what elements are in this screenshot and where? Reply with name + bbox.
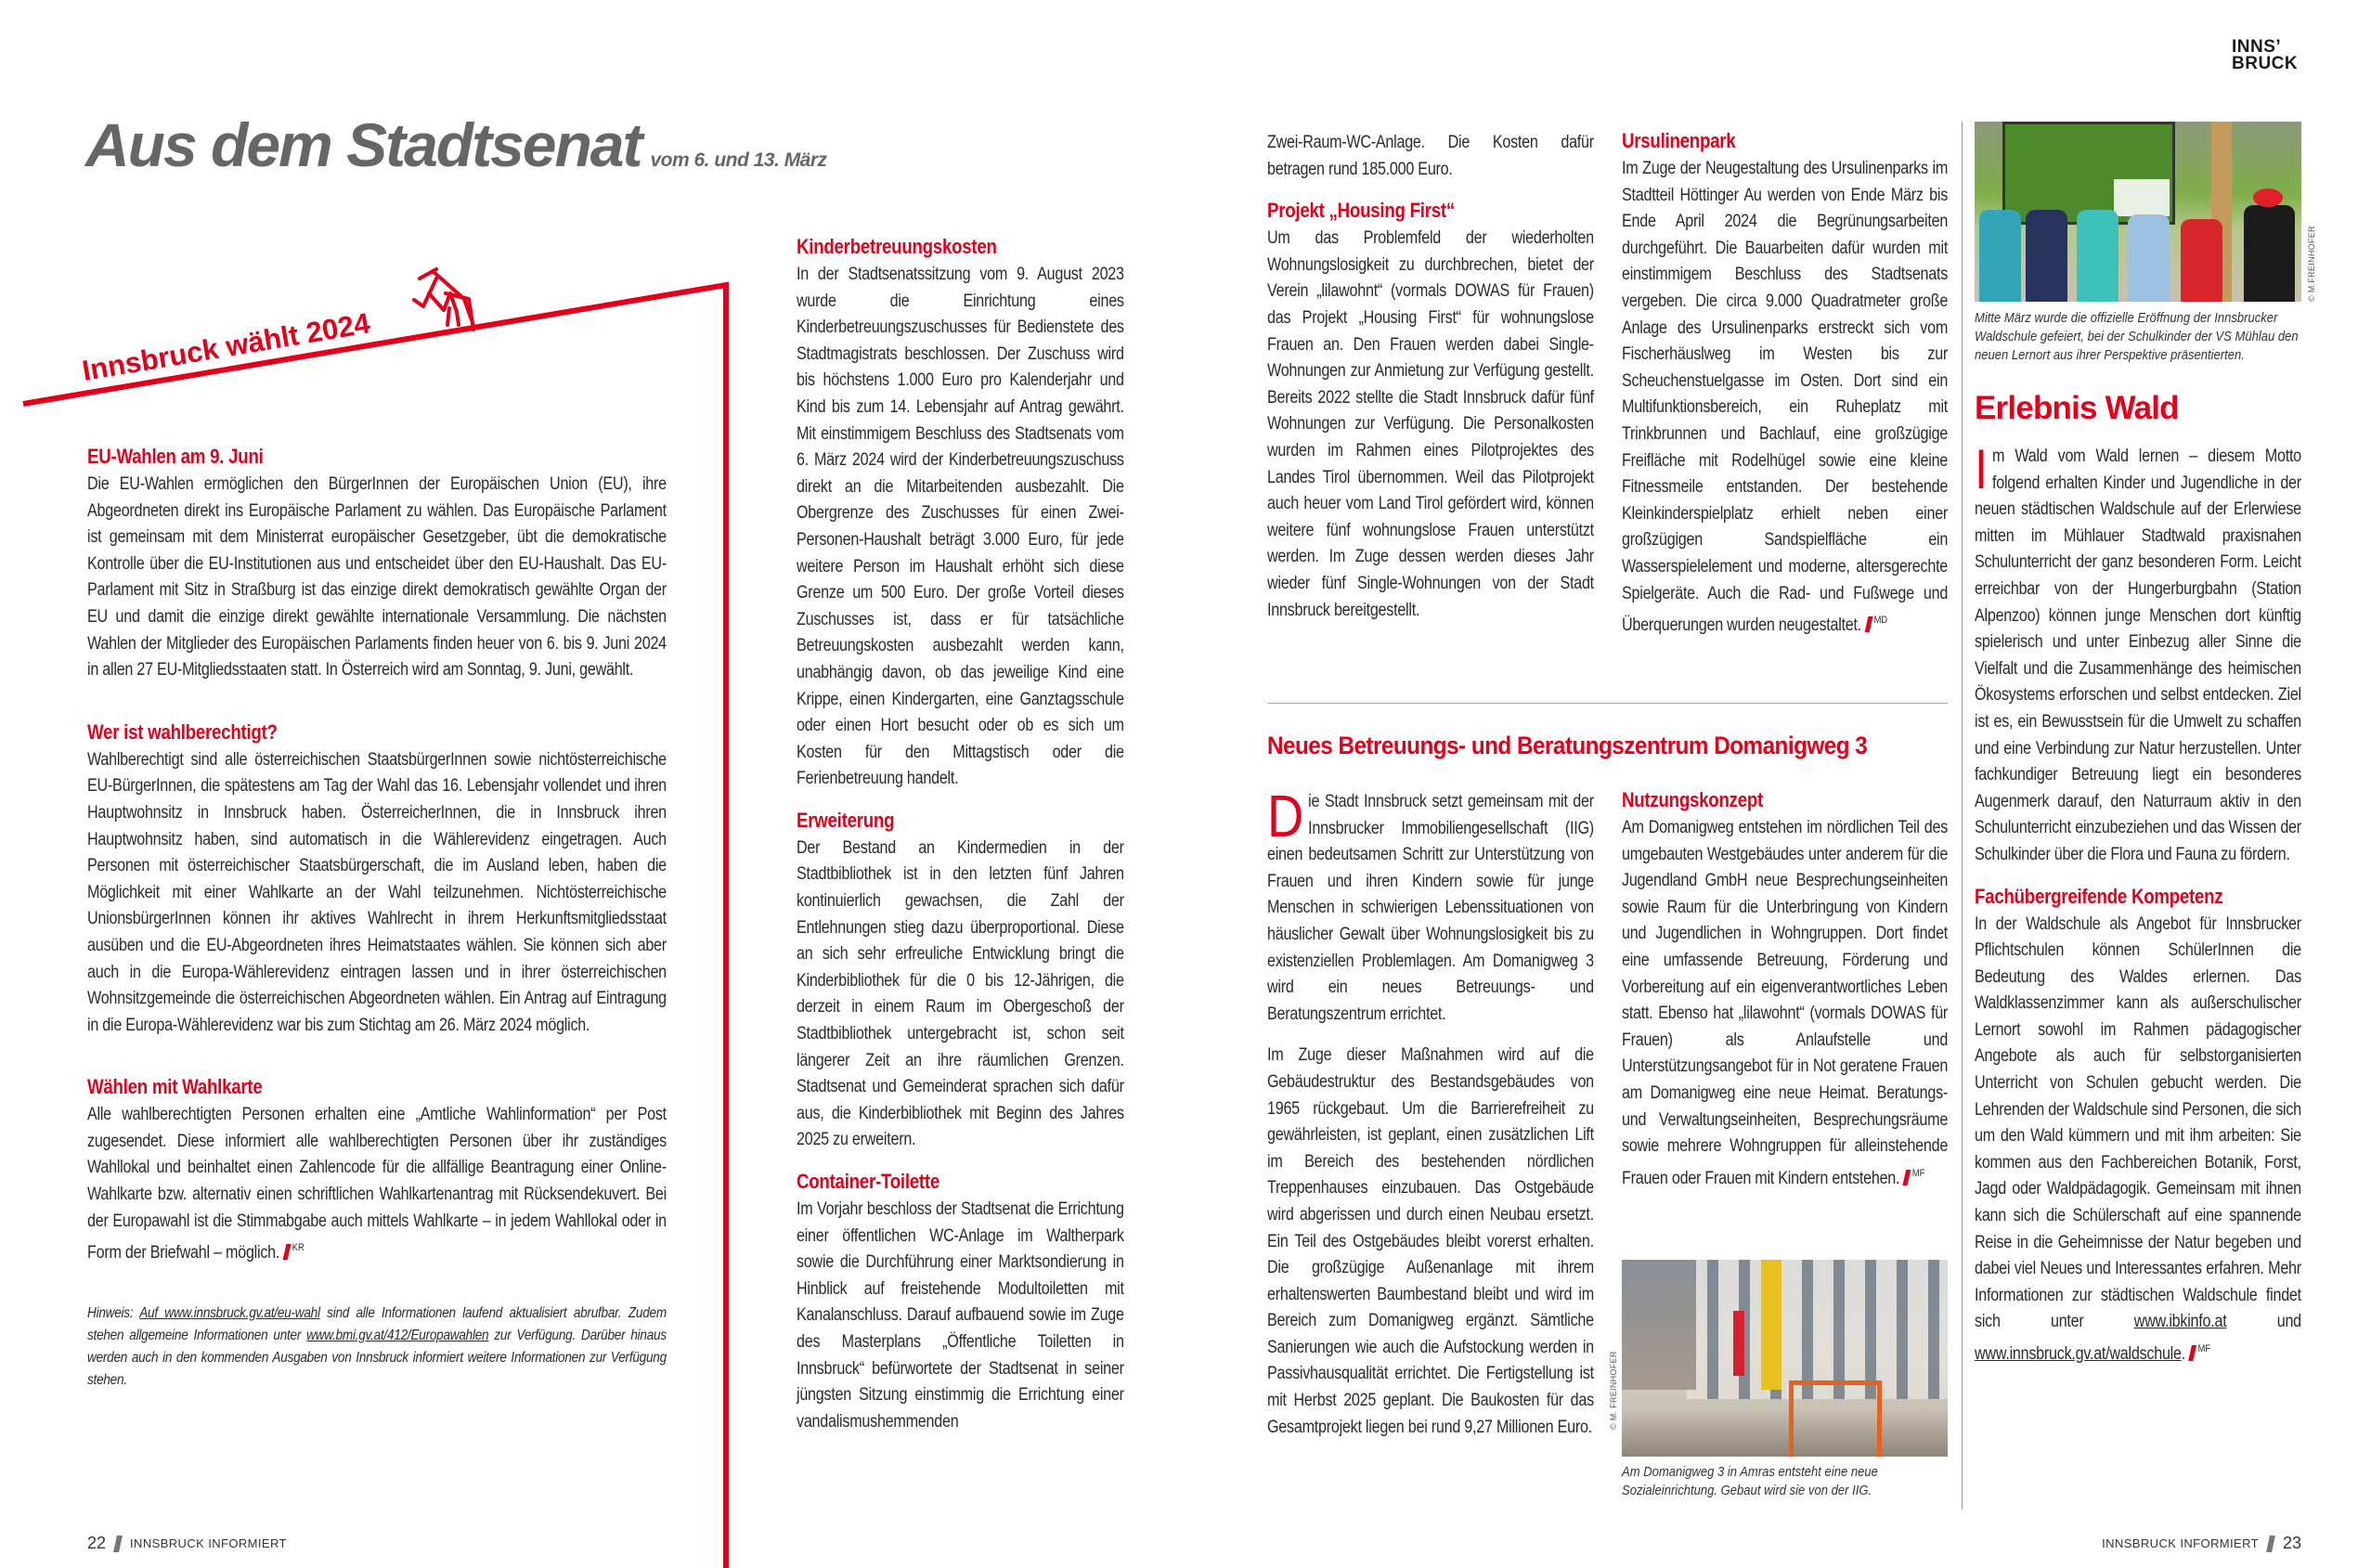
housing-first-text: Um das Problemfeld der wiederholten Wohnungslosigkeit zu durchbrechen, bietet der Verein „lilawohnt“ (vormals DOWAS für Frauen) das Projekt „Housing First“ für wohnungslose Frauen an. Den Frauen werden dabei Single-Wohnungen zur Anmietung zur Verfügung gestellt. Bereits 2022 stellte die Stadt Innsbruck dafür fünf Wohnungen zur Verfügung. Die Personalkosten wurden im Rahmen eines Pilotprojektes des Landes Tirol übernommen. Weil das Pilotprojekt auch heuer vom Land Tirol gefördert wird, können weitere fünf wohnungslose Frauen unterstützt werden. Im Zuge dessen werden dieses Jahr wieder fünf Single-Wohnungen von der Stadt Innsbruck bereitgestellt.: [1267, 228, 1594, 620]
link-joiner: und: [2226, 1312, 2301, 1332]
publication-name: INNSBRUCK INFORMIERT: [130, 1536, 287, 1550]
heading-housing-first: Projekt „Housing First“: [1267, 199, 1455, 223]
nutzungskonzept-text: [1622, 815, 1948, 1192]
footer-mark-icon: [2266, 1536, 2275, 1552]
nutzungskonzept-body: Am Domanigweg entstehen im nördlichen Teil des umgebauten Westgebäudes unter anderem für die Jugendland GmbH neue Besprechungseinheiten sowie Raum für die Unterbringung von Kindern und Jugendlichen in Wohngruppen. Dort findet eine umfassende Betreuung, Förderung und Vorbereitung auf ein eigenverantwortliches Leben statt. Ebenso hat „lilawohnt“ (vormals DOWAS für Frauen) als Anlaufstelle und Unterstützungsangebot für in Not geratene Frauen am Domanigweg eine neue Heimat. Beratungs- und Verwaltungseinheiten, Besprechungsräume sowie mehrere Wohngruppen für alleinstehende Frauen oder Frauen mit Kindern entstehen.: [1622, 818, 1949, 1188]
stadtsenat-column-2: [797, 234, 1124, 1450]
note-suffix: zur Verfügung. Darüber hinaus werden auch in den kommenden Ausgaben von Innsbruck informiert weitere Informationen zur Verfügung stehen.: [87, 1327, 667, 1388]
drop-cap: D: [1267, 783, 1304, 849]
domanigweg-text: Im Zuge dieser Maßnahmen wird auf die Gebäudestruktur des Bestandsgebäudes von 1965 rückgebaut. Um die Barrierefreiheit zu gewährleisten, ist geplant, einen zusätzlichen Lift im Bereich des bestehenden nördlichen Treppenhauses einzubauen. Das Ostgebäude wird abgerissen und durch einen Neubau ersetzt. Ein Teil des Ostgebäudes bleibt vorerst erhalten. Die großzügige Außenanlage mit ihrem erhaltenswerten Baumbestand bleibt und wird im Bereich zum Domanigweg ergänzt. Sämtliche Sanierungen wie auch die Aufstockung werden in Passivhausqualität errichtet. Die Fertigstellung ist mit Herbst 2025 geplant. Die Baukosten für das Gesamtprojekt liegen bei rund 9,27 Millionen Euro.: [1267, 1045, 1594, 1437]
logo-line-1: INNS’: [2232, 37, 2282, 57]
kompetenz-text: [1975, 912, 2301, 1368]
column-divider: [1962, 122, 1963, 1510]
author-initials: KR: [292, 1242, 304, 1254]
heading-eu-wahlen: EU-Wahlen am 9. Juni: [87, 445, 264, 468]
heading-nutzungskonzept: Nutzungskonzept: [1622, 788, 1764, 811]
waldschule-link[interactable]: www.innsbruck.gv.at/waldschule: [1975, 1344, 2182, 1364]
section-divider: [1267, 703, 1948, 704]
stadtsenat-column-4: [1622, 128, 1948, 654]
erlebnis-wald-body: m Wald vom Wald lernen – diesem Motto folgend erhalten Kinder und Jugendliche in der neuen städtischen Waldschule auf der Erlerwiese mitten im Mühlauer Stadtwald praxisnahen Schulunterricht der ganz besonderen Form. Leicht erreichbar von der Hungerburgbahn (Station Alpenzoo) können junge Menschen dort künftig spielerisch und unter Einbezug aller Sinne die Vielfalt und die Zusammenhänge des heimischen Ökosystems erforschen und selbst entdecken. Ziel ist es, ein Bewusstsein für die Umwelt zu schaffen und eine Verbindung zur Natur herzustellen. Unter fachkundiger Betreuung liegt ein besonderes Augenmerk darauf, den Naturraum aktiv in den Schulunterricht einzubeziehen und das Wissen der Schulkinder über die Flora und Fauna zu fördern.: [1975, 447, 2301, 864]
bmi-link[interactable]: www.bmi.gv.at/412/Europawahlen: [306, 1327, 489, 1343]
note-mid: sind alle Informationen laufend aktualisiert abrufbar. Zudem stehen allgemeine Informationen unter: [87, 1304, 667, 1343]
page-number-right: 23: [2282, 1534, 2301, 1552]
wahlkarte-body: Alle wahlberechtigten Personen erhalten eine „Amtliche Wahlinformation“ per Post zugesendet. Diese informiert alle wahlberechtigten Personen über ihr zuständiges Wahllokal und beinhaltet einen Zahlencode für die allfällige Beantragung einer Online-Wahlkarte bzw. alternativ einen schriftlichen Wahlkartenantrag mit Rücksendekuvert. Bei der Europawahl ist die Stimmabgabe auch mittels Wahlkarte – in jedem Wahllokal oder in Form der Briefwahl – möglich.: [87, 1105, 667, 1263]
kinderbetreuungskosten-text: In der Stadtsenatssitzung vom 9. August 2023 wurde die Einrichtung eines Kinderbetreuungszuschusses für Bedienstete des Stadtmagistrats beschlossen. Der Zuschuss wird bis höchstens 1.000 Euro pro Kalenderjahr und Kind bis zum 14. Lebensjahr auf Antrag gewährt. Mit einstimmigem Beschluss des Stadtsenats vom 6. März 2024 wird der Kinderbetreuungszuschuss direkt an die Mitarbeitenden ausbezahlt. Die Obergrenze des Zuschusses für einen Zwei-Personen-Haushalt beträgt 3.000 Euro, für jede weitere Person im Haushalt erhöht sich diese Grenze um 500 Euro. Der große Vorteil dieses Zuschusses ist, dass er für tatsächliche Betreuungskosten ausbezahlt werden kann, unabhängig davon, ob das jeweilige Kind eine Krippe, einen Kindergarten, eine Ganztagsschule oder einen Hort besucht oder ob es sich um Kosten für den Mittagstisch oder die Ferienbetreuung handelt.: [797, 265, 1124, 789]
domanigweg-photo-caption: Am Domanigweg 3 in Amras entsteht eine neue Sozialeinrichtung. Gebaut wird sie von der IIG.: [1622, 1465, 1878, 1498]
erlebnis-wald-text: [1975, 438, 2301, 869]
erweiterung-text: Der Bestand an Kindermedien in der Stadtbibliothek ist in den letzten fünf Jahren kontinuierlich gewachsen, die Zahl der Entlehnungen stieg dazu überproportional. Diese an sich sehr erfreuliche Entwicklung bringt die Kinderbibliothek für die 0 bis 12-Jährigen, die derzeit in einem Raum im Obergeschoß der Stadtbibliothek untergebracht ist, schon seit längerer Zeit an ihre räumlichen Grenzen. Stadtsenat und Gemeinderat sprachen sich dafür aus, die Kinderbibliothek mit Beginn des Jahres 2025 zu erweitern.: [797, 837, 1124, 1150]
ibkinfo-link[interactable]: www.ibkinfo.at: [2133, 1312, 2227, 1332]
page-number-left: 22: [87, 1534, 107, 1552]
heading-wahlkarte: Wählen mit Wahlkarte: [87, 1075, 263, 1099]
election-column: [87, 444, 667, 1406]
heading-kinderbetreuungskosten: Kinderbetreuungskosten: [797, 235, 997, 258]
hand-ballot-icon: [414, 269, 473, 330]
author-initials: MF: [2197, 1343, 2211, 1354]
domanigweg-column-1: [1267, 783, 1594, 1456]
title-text: Aus dem Stadtsenat: [85, 110, 641, 179]
heading-domanigweg: Neues Betreuungs- und Beratungszentrum Domanigweg 3: [1267, 732, 1868, 759]
ursulinenpark-body: Im Zuge der Neugestaltung des Ursulinenparks im Stadtteil Höttinger Au werden von Ende März bis Ende April 2024 die Begrünungsarbeiten durchgeführt. Die Bauarbeiten dafür wurden mit einstimmigem Beschluss des Stadtsenats vergeben. Die circa 9.000 Quadratmeter große Anlage des Ursulinenparks erstreckt sich vom Fischerhäuslweg im Westen bis zur Scheuchenstuelgasse im Osten. Dort sind ein Multifunktionsbereich, ein Ruheplatz mit Trinkbrunnen und Bachlauf, eine großzügige Freifläche mit Rodelhügel sowie eine kleine Fitnessmeile entstanden. Der bestehende Kleinkinderspielplatz erhielt neben einer großzügigen Sandspielfläche ein Wasserspielelement und moderne, altersgerechte Spielgeräte. Auch die Rad- und Fußwege und Überquerungen wurden neugestaltet.: [1622, 159, 1949, 636]
footer-left: [87, 1534, 287, 1553]
author-mark-icon: [2188, 1345, 2196, 1361]
heading-fachuebergreifende-kompetenz: Fachübergreifende Kompetenz: [1975, 884, 2223, 908]
title-subtitle: vom 6. und 13. März: [650, 149, 827, 171]
footer-mark-icon: [113, 1536, 123, 1552]
eu-wahlen-text: Die EU-Wahlen ermöglichen den BürgerInnen der Europäischen Union (EU), ihre Abgeordneten direkt ins Europäische Parlament zu wählen. Das Europäische Parlament ist gemeinsam mit dem Ministerrat europäischer Gesetzgeber, übt die demokratische Kontrolle über die EU-Institutionen aus und entscheidet über den EU-Haushalt. Das EU-Parlament mit Sitz in Straßburg ist das einzige direkt demokratisch gewählte Organ der EU und damit die einzige direkt gewählte internationale Versammlung. Die nächsten Wahlen der Mitglieder des Europäischen Parlaments finden heuer von 6. bis 9. Juni 2024 in allen 27 EU-Mitgliedsstaaten statt. In Österreich wird am Sonntag, 9. Juni, gewählt.: [87, 474, 667, 680]
election-label: Innsbruck wählt 2024: [79, 306, 373, 388]
sentence-end: .: [2181, 1344, 2185, 1364]
ursulinenpark-text: [1622, 156, 1948, 640]
note-prefix: Hinweis:: [87, 1304, 140, 1321]
domanigweg-intro: [1267, 783, 1594, 1028]
container-toilette-continued: Zwei-Raum-WC-Anlage. Die Kosten dafür betragen rund 185.000 Euro.: [1267, 133, 1594, 179]
footer-right: [2102, 1534, 2301, 1553]
wahlkarte-text: [87, 1102, 667, 1267]
heading-wahlberechtigt: Wer ist wahlberechtigt?: [87, 719, 278, 744]
photo-credit: © M. FREINHOFER: [1609, 1351, 1618, 1430]
publication-name: INNSBRUCK INFORMIERT: [2102, 1536, 2259, 1550]
wahlberechtigt-text: Wahlberechtigt sind alle österreichischen StaatsbürgerInnen sowie nichtösterreichische EU-BürgerInnen, die spätestens am Tag der Wahl das 16. Lebensjahr vollendet und ihren Hauptwohnsitz in Innsbruck haben. ÖsterreicherInnen, die in Innsbruck ihren Hauptwohnsitz haben, sind automatisch in die Wählerevidenz eingetragen. Auch Personen mit österreichischer Staatsbürgerschaft, die im Ausland leben, haben die Möglichkeit mit einer Wahlkarte an der Wahl teilzunehmen. Nichtösterreichische UnionsbürgerInnen können ihr aktives Wahlrecht in ihrem Herkunftsmitgliedsstaat ausüben und die EU-Abgeordneten ihres Heimatstaates wählen. Sie können sich aber auch in die Europa-Wählerevidenz eintragen lassen und in ihrer österreichischen Wohnsitzgemeinde die österreichischen Abgeordneten wählen. Ein Antrag auf Eintragung in die Europa-Wählerevidenz war bis zum Stichtag am 26. März 2024 möglich.: [87, 749, 667, 1035]
heading-ursulinenpark: Ursulinenpark: [1622, 129, 1736, 152]
container-toilette-text: Im Vorjahr beschloss der Stadtsenat die Errichtung einer öffentlichen WC-Anlage im Waltherpark sowie die Durchführung einer Marktsondierung in Hinblick auf freistehende Modultoiletten mit Kanalanschluss. Darauf aufbauend sowie im Zuge des Masterplans „Öffentliche Toiletten in Innsbruck“ befürwortete der Stadtsenat in seiner jüngsten Sitzung einstimmig die Errichtung einer vandalismushemmenden: [797, 1199, 1124, 1432]
heading-container-toilette: Container-Toilette: [797, 1170, 940, 1193]
eu-wahl-link[interactable]: Auf www.innsbruck.gv.at/eu-wahl: [139, 1304, 320, 1321]
waldschule-photo-caption: Mitte März wurde die offizielle Eröffnung der Innsbrucker Waldschule gefeiert, bei der Schulkinder der VS Mühlau den neuen Lernort aus ihrer Perspektive präsentierten.: [1975, 311, 2299, 363]
waldschule-column: [1975, 438, 2301, 1383]
domanigweg-intro-body: ie Stadt Innsbruck setzt gemeinsam mit der Innsbrucker Immobiliengesellschaft (IIG) einen bedeutsamen Schritt zur Unterstützung von Frauen und ihren Kindern sowie für junge Menschen in schwierigen Lebenssituationen von häuslicher Gewalt über Wohnungslosigkeit bis zu existenziellen Problemlagen. Am Domanigweg 3 wird ein neues Betreuungs- und Beratungszentrum errichtet.: [1267, 792, 1594, 1024]
waldschule-photo: [1975, 122, 2301, 302]
author-mark-icon: [282, 1244, 291, 1260]
author-mark-icon: [1902, 1170, 1911, 1186]
logo-line-2: BRUCK: [2232, 54, 2299, 73]
domanigweg-column-2: [1622, 787, 1948, 1207]
kompetenz-body: In der Waldschule als Angebot für Innsbrucker Pflichtschulen können SchülerInnen die Bedeutung des Waldes erlernen. Das Waldklassenzimmer kann als außerschulischer Lernort sowohl im Rahmen pädagogischer Angebote als auch für selbstorganisierten Unterricht von Schulen gebucht werden. Die Lehrenden der Waldschule sind Personen, die sich um den Wald kümmern und mit ihm arbeiten: Sie kommen aus den Fachbereichen Botanik, Forst, Jagd oder Waldpädagogik. Gemeinsam mit ihnen kann sich die Schülerschaft auf eine spannende Reise in die Geheimnisse der Natur begeben und dabei viel Neues und Interessantes erfahren. Mehr Informationen zur städtischen Waldschule findet sich unter: [1975, 914, 2301, 1332]
author-initials: MF: [1911, 1167, 1925, 1179]
heading-erweiterung: Erweiterung: [797, 808, 895, 832]
stadtsenat-column-3: [1267, 130, 1594, 639]
election-note: [87, 1302, 667, 1392]
heading-erlebnis-wald: Erlebnis Wald: [1975, 390, 2179, 426]
author-initials: MD: [1873, 615, 1888, 627]
author-mark-icon: [1864, 616, 1872, 632]
drop-cap: I: [1975, 438, 1988, 500]
photo-credit: © M.FREINHOFER: [2307, 226, 2316, 302]
domanigweg-photo: [1622, 1260, 1948, 1457]
